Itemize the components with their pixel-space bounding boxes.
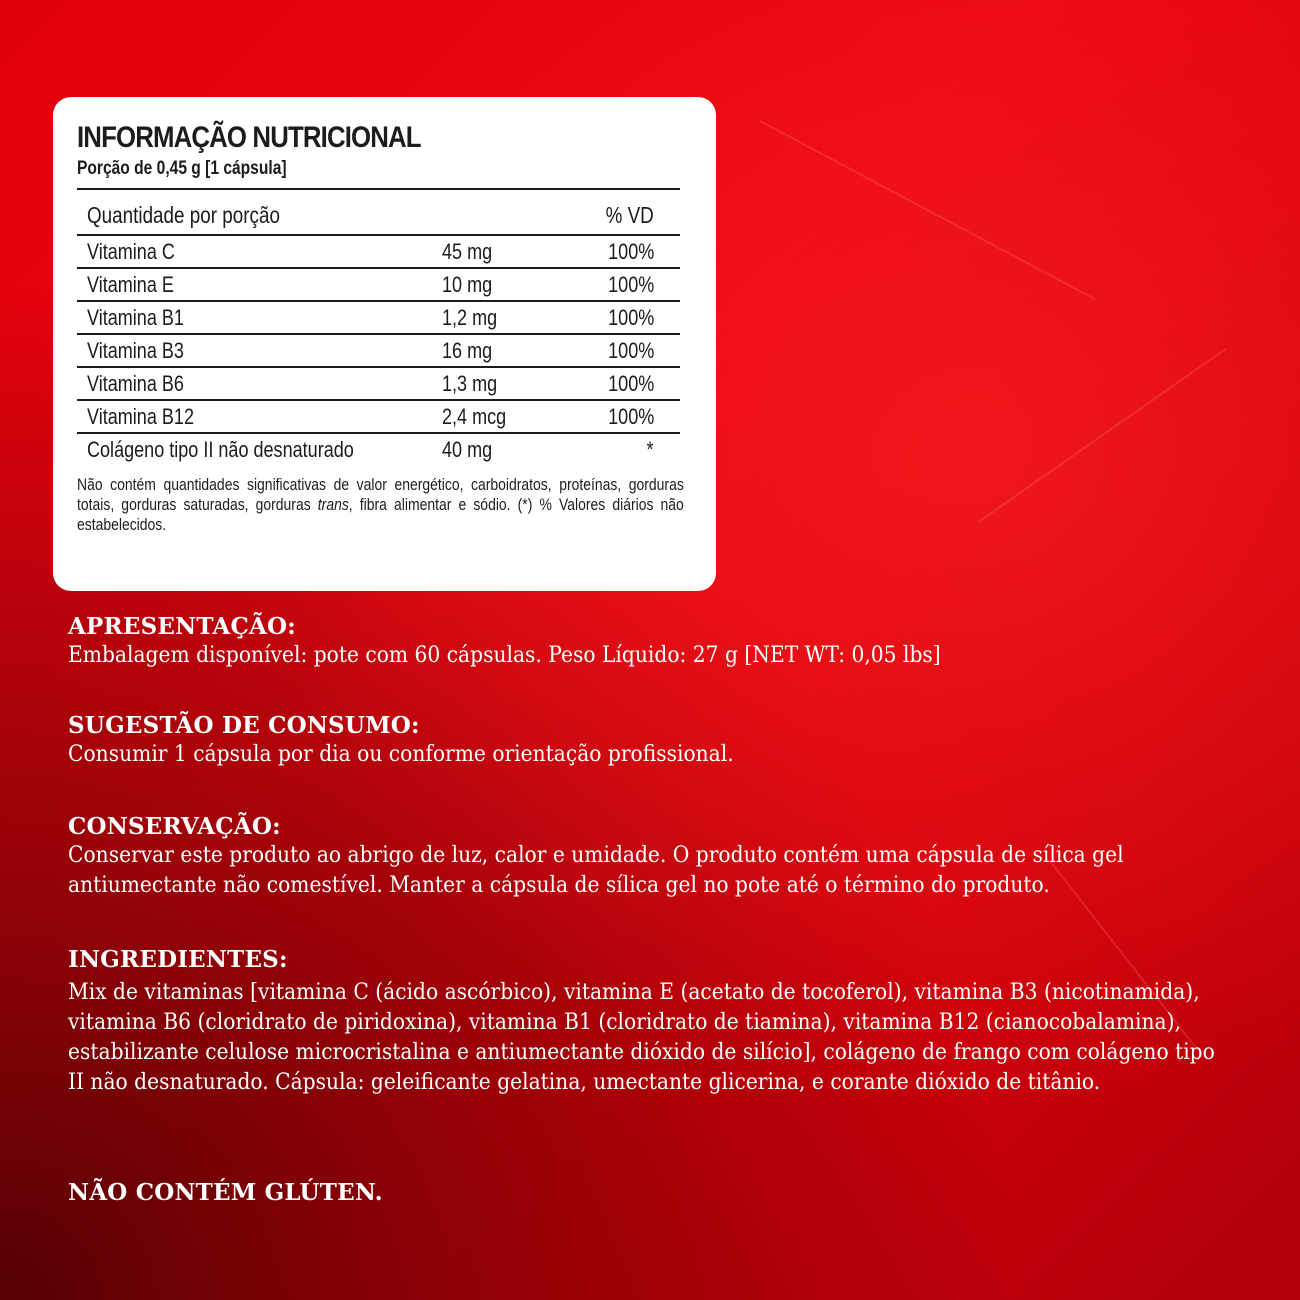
table-row	[77, 401, 680, 434]
row-vd: 100%	[607, 371, 654, 396]
row-amount: 1,3 mg	[442, 371, 498, 396]
conservation-section	[68, 813, 1248, 901]
conservation-body: Conservar este produto ao abrigo de luz, calor e umidade. O produto contém uma cápsula de sílica gel antiumectante não comestível. Manter a cápsula de sílica gel no pote até o término do produto.	[68, 843, 1124, 898]
row-name: Vitamina B6	[87, 371, 184, 396]
nutrition-title: INFORMAÇÃO NUTRICIONAL	[77, 121, 421, 154]
table-row	[77, 434, 680, 465]
footnote-italic: trans	[317, 495, 349, 514]
row-name: Vitamina B1	[87, 305, 184, 330]
row-amount: 10 mg	[442, 272, 493, 297]
row-name: Vitamina B12	[87, 404, 194, 429]
row-vd: 100%	[607, 239, 654, 264]
ingredients-body: Mix de vitaminas [vitamina C (ácido ascórbico), vitamina E (acetato de tocoferol), vitamina B3 (nicotinamida), vitamina B6 (cloridrato de piridoxina), vitamina B1 (cloridrato de tiamina), vitamina B12 (cianocobalamina), estabilizante celulose microcristalina e antiumectante dióxido de silício], colágeno de frango com colágeno tipo II não desnaturado. Cápsula: geleificante gelatina, umectante glicerina, e corante dióxido de titânio.	[68, 980, 1215, 1095]
table-row	[77, 269, 680, 302]
ingredients-heading: INGREDIENTES:	[68, 946, 288, 973]
gluten-warning: NÃO CONTÉM GLÚTEN.	[68, 1179, 383, 1206]
row-name: Vitamina E	[87, 272, 174, 297]
presentation-body: Embalagem disponível: pote com 60 cápsulas. Peso Líquido: 27 g [NET WT: 0,05 lbs]	[68, 643, 941, 668]
header-vd: % VD	[605, 202, 654, 228]
row-amount: 40 mg	[442, 437, 493, 462]
background-streak	[979, 348, 1226, 522]
row-amount: 1,2 mg	[442, 305, 498, 330]
nutrition-portion: Porção de 0,45 g [1 cápsula]	[77, 158, 287, 179]
nutrition-table-header	[77, 190, 680, 236]
gluten-section	[68, 1179, 1248, 1207]
presentation-heading: APRESENTAÇÃO:	[68, 613, 296, 640]
suggestion-body: Consumir 1 cápsula por dia ou conforme orientação profissional.	[68, 742, 734, 767]
footnote-text: Não contém quantidades significativas de valor energético, carboidratos, proteínas, gorduras totais, gorduras saturadas, gorduras	[77, 475, 684, 514]
suggestion-heading: SUGESTÃO DE CONSUMO:	[68, 712, 420, 739]
suggestion-section	[68, 712, 1248, 770]
row-vd: *	[646, 437, 654, 462]
ingredients-section	[68, 946, 1248, 1098]
table-row	[77, 236, 680, 269]
table-row	[77, 302, 680, 335]
background-streak	[760, 120, 1096, 300]
row-name: Vitamina B3	[87, 338, 184, 363]
row-name: Colágeno tipo II não desnaturado	[87, 437, 354, 462]
conservation-heading: CONSERVAÇÃO:	[68, 813, 281, 840]
row-name: Vitamina C	[87, 239, 175, 264]
row-amount: 16 mg	[442, 338, 493, 363]
table-row	[77, 335, 680, 368]
nutrition-footnote	[77, 475, 684, 535]
header-quantity: Quantidade por porção	[87, 202, 280, 228]
footnote-text-end: , fibra alimentar e sódio. (*) % Valores diários não estabelecidos.	[77, 495, 684, 534]
row-amount: 45 mg	[442, 239, 493, 264]
row-vd: 100%	[607, 404, 654, 429]
nutrition-table	[77, 188, 680, 465]
presentation-section	[68, 613, 1248, 671]
nutrition-panel	[53, 97, 716, 591]
row-amount: 2,4 mcg	[442, 404, 507, 429]
table-row	[77, 368, 680, 401]
row-vd: 100%	[607, 338, 654, 363]
row-vd: 100%	[607, 272, 654, 297]
row-vd: 100%	[607, 305, 654, 330]
